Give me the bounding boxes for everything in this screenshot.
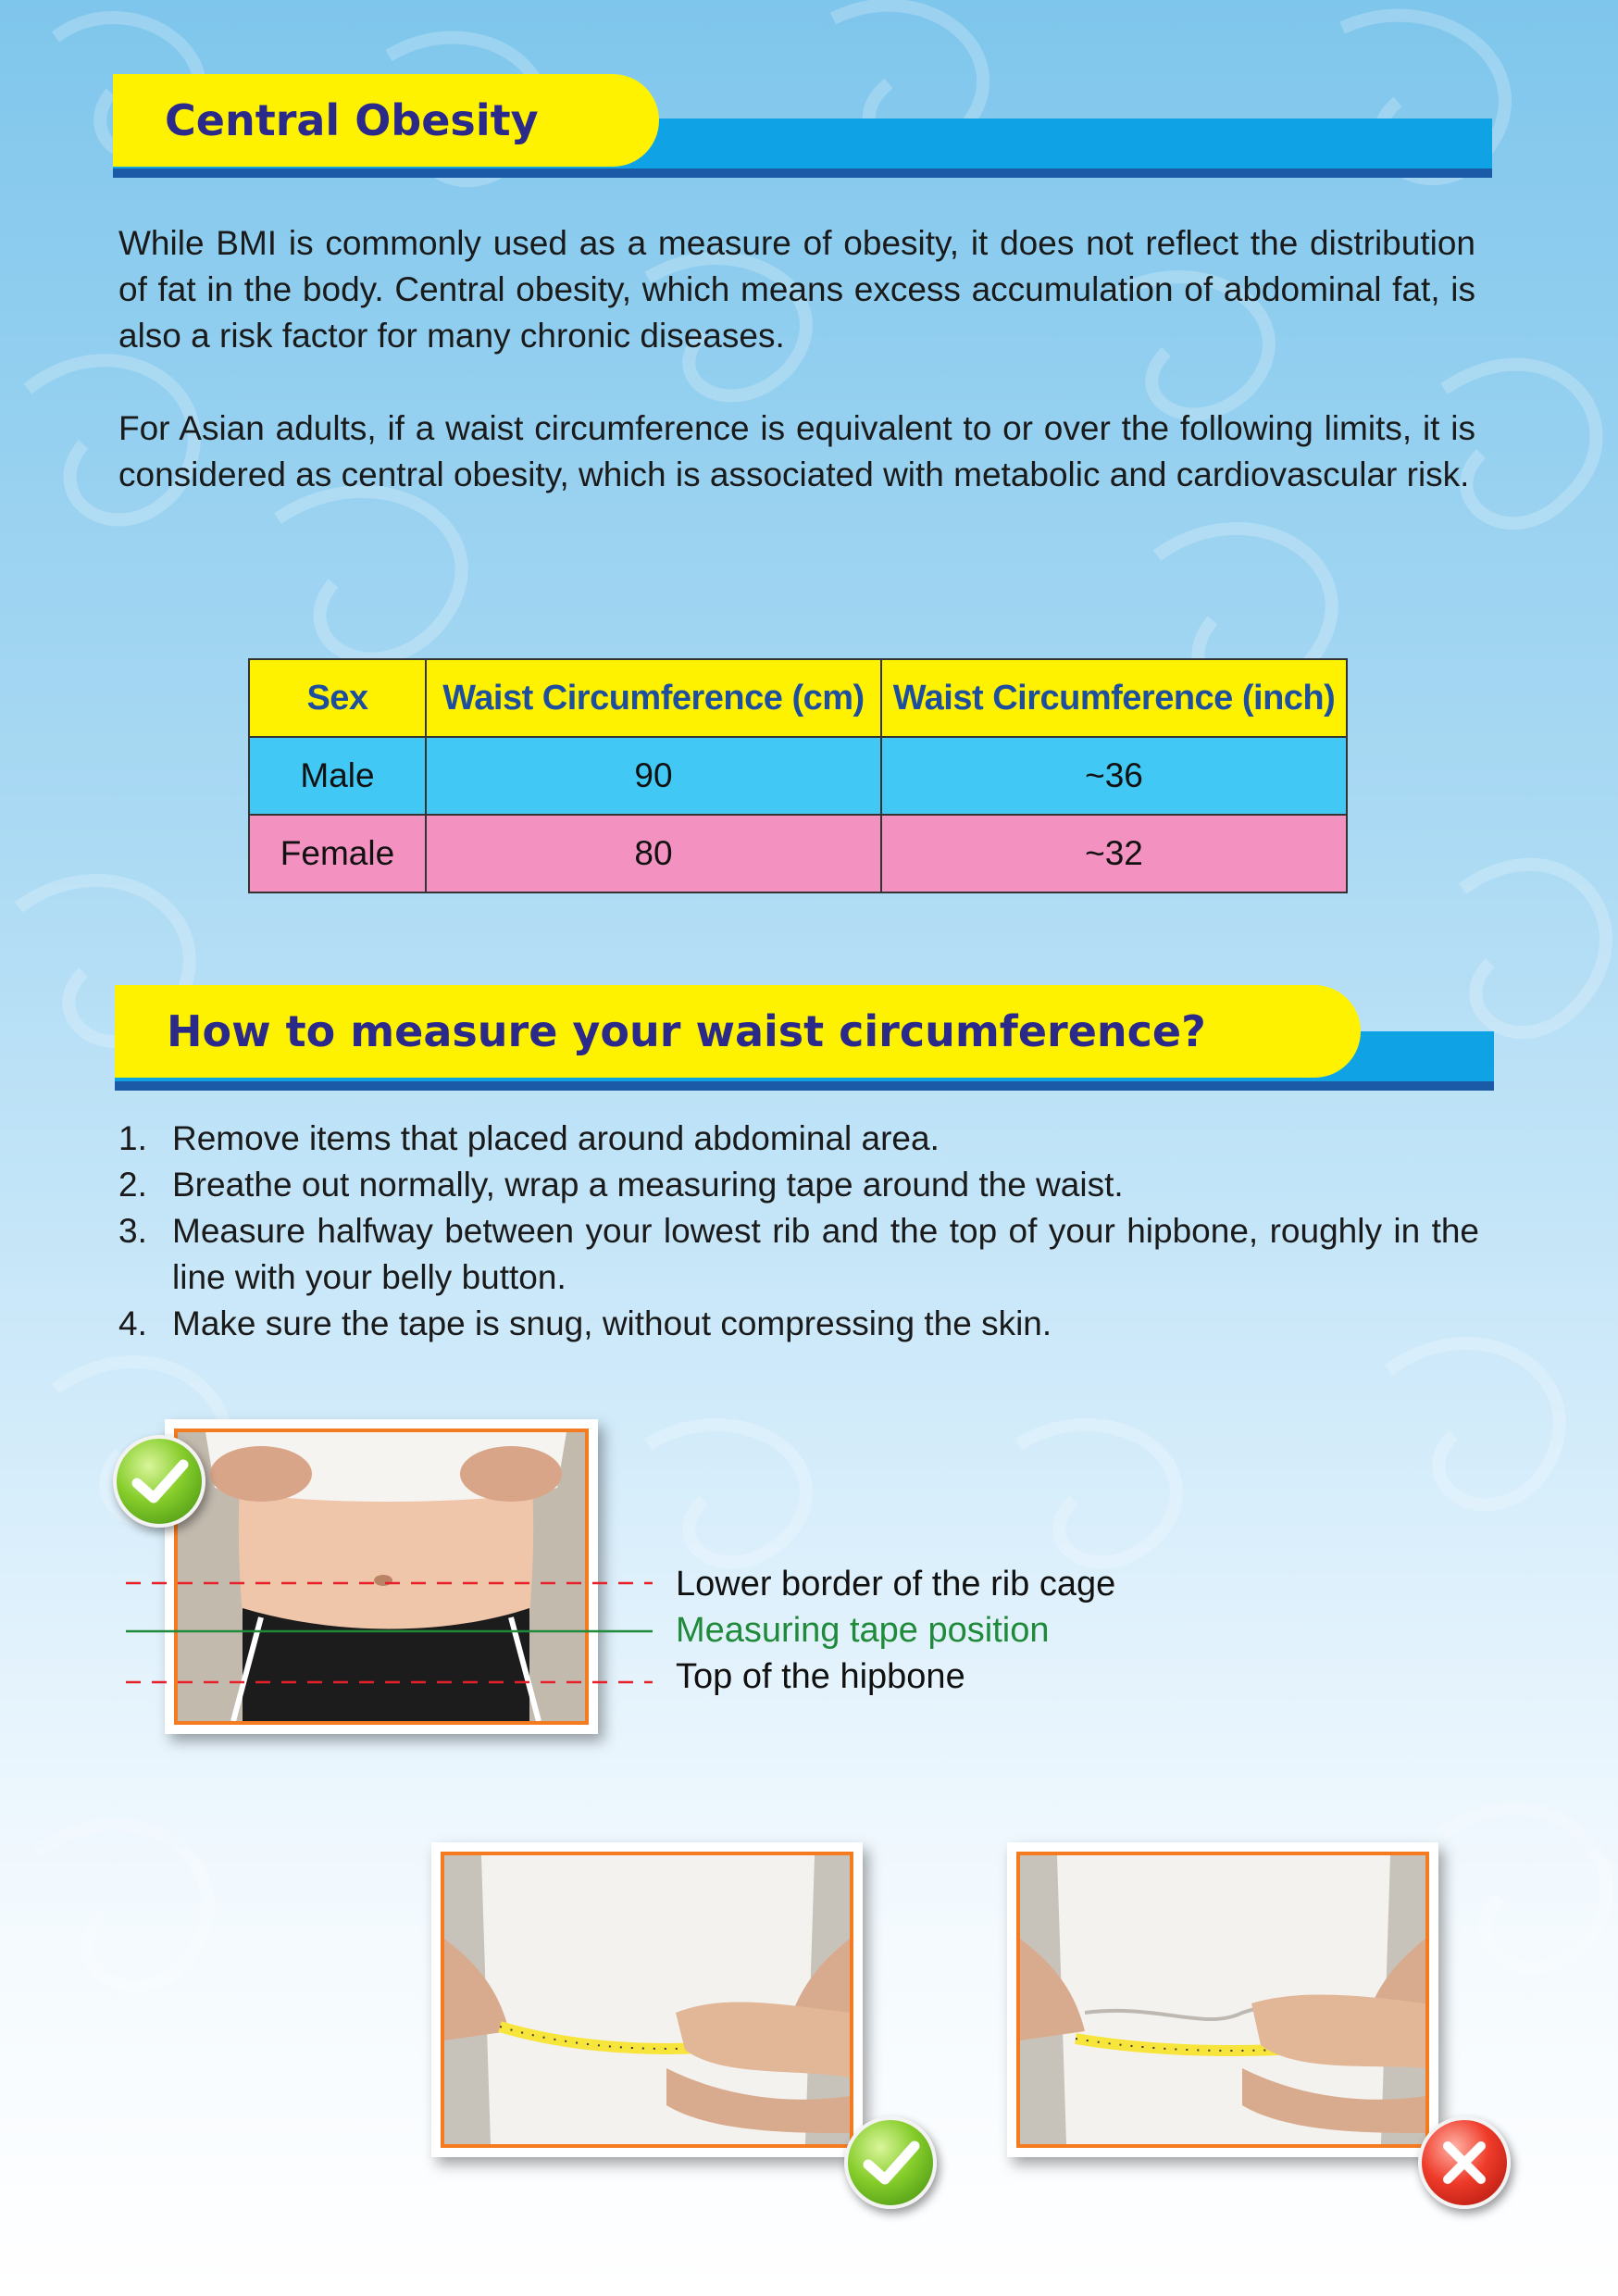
table-cell: Female xyxy=(249,815,426,892)
waist-circumference-table xyxy=(248,658,1348,893)
table-header-cell: Waist Circumference (cm) xyxy=(426,659,881,737)
asian-limits-paragraph: For Asian adults, if a waist circumference is equivalent to or over the following limits, it is considered as central obesity, which is associated with metabolic and cardiovascular risk. xyxy=(118,409,1475,493)
check-mark-icon xyxy=(844,2116,937,2209)
section-title: Central Obesity xyxy=(165,95,539,145)
section-title: How to measure your waist circumference? xyxy=(167,1006,1206,1056)
section-heading-how-to-measure xyxy=(115,985,1494,1092)
cross-mark-icon xyxy=(1418,2116,1511,2209)
intro-paragraph: While BMI is commonly used as a measure of obesity, it does not reflect the distribution of fat in the body. Central obesity, which means excess accumulation of abdominal fat, is also a risk factor for many chronic diseases. xyxy=(118,224,1475,355)
measurement-lines xyxy=(120,1569,657,1699)
table-cell: 90 xyxy=(426,737,881,815)
table-row-female xyxy=(249,815,1347,892)
list-item: 4. Make sure the tape is snug, without compressing the skin. xyxy=(118,1304,1052,1342)
check-mark-icon xyxy=(113,1435,205,1528)
list-item: 1. Remove items that placed around abdominal area. xyxy=(118,1119,940,1157)
table-header-cell: Sex xyxy=(249,659,426,737)
incorrect-measurement-photo-frame xyxy=(1007,1842,1438,2157)
incorrect-tape-illustration xyxy=(1020,1855,1425,2144)
list-item: 3. Measure halfway between your lowest rib and the top of your hipbone, roughly in the line with your belly button. xyxy=(118,1212,1479,1296)
table-header-cell: Waist Circumference (inch) xyxy=(881,659,1347,737)
correct-measurement-photo xyxy=(441,1852,853,2148)
table-cell: Male xyxy=(249,737,426,815)
measurement-steps-list xyxy=(118,1116,1479,1347)
table-cell: 80 xyxy=(426,815,881,892)
table-row-male xyxy=(249,737,1347,815)
table-header-row xyxy=(249,659,1347,737)
legend-tape-position: Measuring tape position xyxy=(676,1611,1050,1650)
section-heading-central-obesity xyxy=(113,74,1492,181)
incorrect-measurement-photo xyxy=(1016,1852,1429,2148)
correct-tape-illustration xyxy=(444,1855,850,2144)
legend-hipbone: Top of the hipbone xyxy=(676,1657,965,1696)
correct-measurement-photo-frame xyxy=(431,1842,863,2157)
table-cell: ~32 xyxy=(881,815,1347,892)
list-item: 2. Breathe out normally, wrap a measuring tape around the waist. xyxy=(118,1166,1124,1204)
legend-rib-cage: Lower border of the rib cage xyxy=(676,1565,1116,1603)
table-cell: ~36 xyxy=(881,737,1347,815)
